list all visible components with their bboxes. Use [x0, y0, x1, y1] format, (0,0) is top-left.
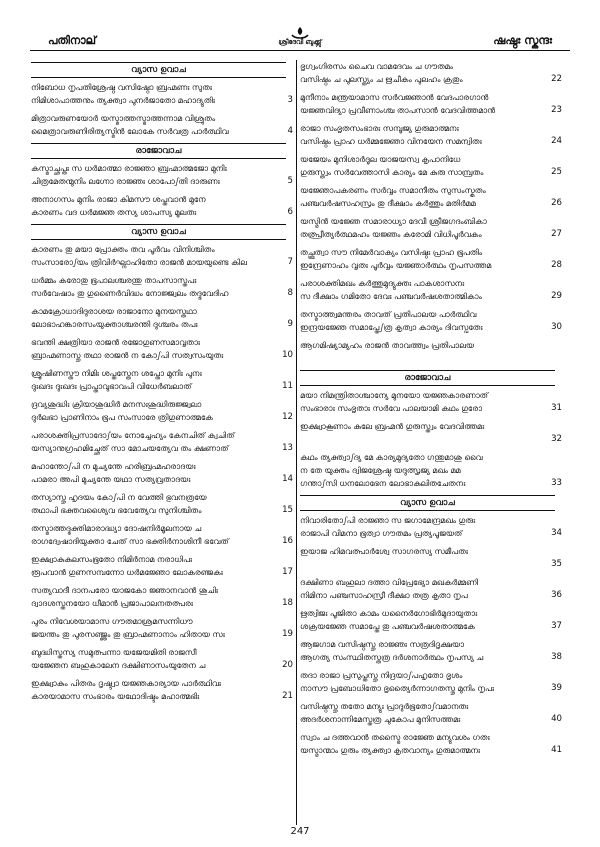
verse-line: പുരം നിവേശയാമാസ ഗൗതമാശ്രമസന്നിധൗ	[31, 617, 193, 626]
verse-number: 20	[282, 660, 293, 670]
verse-line: രാജാ സംഭൃതസംഭാരഃ സമ്പൂജ്യ ഗുരുമാത്മനഃ	[300, 124, 459, 133]
verse-entry	[300, 607, 562, 633]
verse-line: കാരണം വദ ധർമജ്ഞ തസ്യ ശാപസ്യ മൂലതഃ	[31, 208, 197, 217]
verse-line: ആജഗാമ വസിഷ്ഠസ്തു രാജ്ഞഃ സത്രദിദൃക്ഷയാ	[300, 640, 465, 649]
verse-entry	[300, 669, 562, 695]
verse-number: 33	[551, 478, 562, 488]
verse-number: 22	[551, 74, 562, 84]
verse-line: മിത്രാവരുണയോർ യസ്മാത്തസ്മാത്തന്നാമ വിശ്രുതം	[31, 114, 216, 123]
verse-line: പഞ്ചവർഷസഹസ്രം തു ദീക്ഷാം കർത്തും മതിർമമ	[300, 199, 476, 208]
right-column	[300, 60, 562, 828]
verse-entry	[300, 638, 562, 664]
verse-line: ജയന്തം തു പുരസഞ്ജ്ഞം തു ബ്രാഹ്മണാനാം ഹിതായ സഃ	[31, 630, 225, 639]
verse-entry	[31, 336, 293, 362]
verse-entry	[31, 243, 293, 269]
verse-entry	[31, 429, 293, 455]
verse-number: 4	[287, 126, 293, 136]
verse-entry	[300, 246, 562, 272]
verse-number: 15	[282, 505, 293, 515]
verse-number: 5	[287, 176, 293, 186]
verse-number: 7	[287, 257, 293, 267]
verse-line: വസിഷ്ഠം ച പുലസ്ത്യം ച ഋചീകം പുലഹം ക്രതും	[300, 75, 463, 84]
verse-number: 39	[551, 683, 562, 693]
verse-entry	[31, 646, 293, 672]
verse-line: വസിഷ്ഠസ്തു തതോ മന്യുഃ പ്രാദുർഭൂതോഽവമാനതഃ	[300, 702, 469, 711]
verse-line: യജ്ഞേന ബഹുകാലേന ദക്ഷിണാസംയുതേന ച	[31, 661, 206, 670]
verse-line: നിബോധ നൃപതിശ്രേഷ്ഠ വസിഷ്ഠോ ബ്രഹ്മണഃ സുതഃ	[31, 83, 212, 92]
verse-line: ഇന്ദ്രയജ്ഞേ സമാപ്തേഽത്ര കൃത്വാ കാര്യം ദിവസ്പതേഃ	[300, 323, 483, 332]
verse-line: നാസൗ പ്രബോധിതോ ഭൃത്യൈർന്നാഗതസ്തു മുനിം നൃപഃ	[300, 684, 495, 693]
verse-number: 11	[282, 381, 293, 391]
verse-entry	[31, 162, 293, 188]
verse-number: 18	[282, 598, 293, 608]
verse-number: 35	[551, 559, 562, 569]
verse-line: വസിഷ്ഠം പ്രാഹ ധർമ്മജ്ഞോ വിനയേന സമന്വിതഃ	[300, 137, 482, 146]
verse-line: മഹാന്തോഽപി ന മുച്യന്തേ ഹരിബ്രഹ്മഹരാദയഃ	[31, 462, 196, 471]
verse-entry	[300, 91, 562, 117]
verse-number: 29	[551, 291, 562, 301]
verse-line: സ്വാം ച ദത്തവാൻ തസ്മൈ രാജ്ഞേ മന്യുവശം ഗതഃ	[300, 733, 490, 742]
verse-line: തസ്യാസ്തു ഹൃദയം കോഽപി ന വേത്തി ഭുവനത്രയേ	[31, 493, 207, 502]
verse-line: തസ്മാത്ത്വമന്തരം താവത് പ്രതിപാലയ പാർത്ഥിവ	[300, 310, 477, 319]
verse-entry	[31, 367, 293, 393]
verse-number: 23	[551, 105, 562, 115]
verse-line: ദക്ഷിണാ ബഹുലാ ദത്താ വിപ്രേഭ്യോ മഖകർമ്മണി	[300, 578, 479, 587]
verse-line: ദ്രവ്യശുദ്ധിഃ ക്രിയാശുദ്ധിർ മനസഃശുദ്ധിരുജ്ജ്വലാ	[31, 400, 202, 409]
verse-line: സംഭാരാഃ സംഭൃതാഃ സർവേ പാലയാമി കഥം ഗുരോ	[300, 404, 482, 413]
verse-line: രാഗദ്വേഷാദിയുക്താ ചേത് സാ ഭക്തിർനാശിനീ ഭവേത്	[31, 537, 229, 546]
section-heading: വ്യാസ ഉവാച	[31, 224, 286, 240]
verse-line: യജേയം മുനിശാർദൂല യാജയസ്വ കൃപാനിധേ	[300, 155, 461, 164]
verse-entry	[31, 553, 293, 579]
verse-line: പരാശക്തിപ്രസാദോഽയം നോച്ചേഹ്യം കേനചിത് ക്വചിത്	[31, 431, 235, 440]
verse-line: ദുഃഖദഃ ദുഃഖദഃ പ്രാപ്താവുഭാവപി വിധേർബലാത്	[31, 382, 192, 391]
verse-line: ഗുരുസ്ത്വം സർവേത്താസി കാര്യം മേ കുരു സാമ്പ്രതം	[300, 168, 484, 177]
verse-entry	[31, 274, 293, 300]
left-column	[31, 60, 293, 828]
verse-line: ഇക്ഷ്വാകും പിതരം ദൃഷ്ട്വാ യജ്ഞകാര്യായ പാർത്ഥിവഃ	[31, 679, 221, 688]
verse-line: ധർമ്മം കരോതു ഭൂപാലശ്ചരന്തു താപസാസ്തപഃ	[31, 276, 197, 285]
verse-number: 37	[551, 621, 562, 631]
verse-line: ബ്രാഹ്മണാസ്തു തഥാ രാജൻ ന കോഽപി സത്വസംയുതഃ	[31, 351, 224, 360]
verse-entry	[300, 389, 562, 415]
verse-entry	[300, 60, 562, 86]
verse-line: ഗന്താഽസി ധനലോഭേന ലോഭാകുലിതചേതനഃ	[300, 479, 466, 488]
section-heading: വ്യാസ ഉവാച	[31, 62, 286, 78]
verse-line: ശക്രയജ്ഞേ സമാപ്തേ തു പഞ്ചവർഷശതാത്മകേ	[300, 622, 475, 631]
verse-line: പരാശക്തിമഖം കർത്തുമുദ്യുക്തഃ പാകശാസനഃ	[300, 279, 465, 288]
verse-entry	[31, 584, 293, 610]
header-right-title: ഷഷ്ഠഃ സ്കന്ദഃ	[493, 34, 552, 47]
verse-entry	[300, 153, 562, 179]
verse-number: 10	[282, 350, 293, 360]
verse-line: ഭൃഗ്വംഗിരസം ചൈവ വാമദേവം ച ഗൗതമം	[300, 62, 454, 71]
verse-line: തദാ രാജാ പ്രസുപ്തസ്തു നിദ്രയാഽപഹൃതോ ഭൃശം	[300, 671, 463, 680]
verse-line: ആഗമിഷ്യാമ്യഹം രാജൻ താവത്ത്വം പ്രതിപാലയ	[300, 341, 475, 350]
verse-line: തച്ഛ്രുത്വാ സൗ നിമേർവാക്യം വസിഷ്ഠഃ പ്രാഹ ഭൂപതിം	[300, 248, 483, 257]
verse-line: കാരയാമാസ സംഭാരം യഥോദിഷ്ടം മഹാത്മഭിഃ	[31, 692, 200, 701]
verse-line: ഋത്വിജഃ പൂജിതാ കാമം ധനൈർഗോഭിർമുദായുതാഃ	[300, 609, 478, 618]
verse-entry	[300, 215, 562, 241]
verse-entry	[300, 339, 562, 365]
verse-entry	[31, 112, 293, 138]
verse-line	[300, 352, 538, 365]
verse-entry	[300, 700, 562, 726]
section-heading: രാജോവാച	[300, 370, 555, 386]
section-heading: വ്യാസ ഉവാച	[300, 495, 555, 511]
verse-line: ഇയാജ ഹിമവത്പാർശ്വേ സാഗരസ്യ സമീപതഃ	[300, 547, 468, 556]
verse-entry	[300, 451, 562, 490]
verse-line: സർവേഷാം തു ഗുണൈർവിദ്ധം നോജ്ജ്വലം തദ്ഭവേദിഹ	[31, 289, 229, 298]
verse-number: 28	[551, 260, 562, 270]
verse-entry	[300, 731, 562, 757]
publisher-name: ശ്രീദേവി ബുക്ക്സ്	[278, 38, 322, 46]
column-divider	[296, 60, 297, 825]
verse-line: സംസാരോഽയം ത്രിവിർഘ്നാഹിതോ രാജൻ മായയുണ്ടെ കില	[31, 258, 247, 267]
verse-line: കാരണം തു മയാ പ്രോക്തം തവ പൂർവം വിനിശ്ചിതം	[31, 245, 215, 254]
verse-line: ലോഭാഹങ്കാരസംയുക്താശ്ചരന്തി ദുശ്ചരം തപഃ	[31, 320, 198, 329]
verse-line: കഥം ത്യക്ത്വാഽദ്യ മേ കാര്യമുദ്യതോ ഗന്തുമാശു വൈ	[300, 453, 483, 462]
verse-line: അദർശനാന്നിമേസ്തത്ര ചുകോപ മുനിസത്തമഃ	[300, 715, 461, 724]
verse-line: ഇക്ഷ്വാകൂണാം കുലേ ബ്രഹ്മൻ ഗുരുസ്ത്വം വേദവിത്തമഃ	[300, 422, 485, 431]
verse-line: യസ്യാനുഗ്രഹമിച്ഛേത് സാ മോചയത്യേവ തം ക്ഷണാത്	[31, 444, 229, 453]
verse-line: പാമരാ അപി മുച്യന്തേ യഥാ സത്യവ്രതാദയഃ	[31, 475, 191, 484]
verse-number: 30	[551, 322, 562, 332]
verse-entry	[300, 184, 562, 210]
section-heading: രാജോവാച	[31, 143, 286, 159]
verse-entry	[31, 677, 293, 703]
publisher-logo	[260, 26, 340, 47]
verse-number: 21	[282, 691, 293, 701]
verse-entry	[31, 398, 293, 424]
running-header	[0, 26, 600, 56]
verse-line: ഇന്ദ്രേണാഹം വൃതഃ പൂർവ്വം യജ്ഞാർത്ഥം നൃപസത്തമ	[300, 261, 492, 270]
verse-line: തസ്മാത്തദ്ഭക്തിമാരാദ്ധ്യാ ദോഷനിർമൂലനായ ച	[31, 524, 202, 533]
verse-line: ന തേ യുക്തം ദ്വിജശ്രേഷ്ഠ യദുത്സൃജ്യ മഖം മമ	[300, 466, 461, 475]
verse-number: 40	[551, 714, 562, 724]
verse-line: കസ്മാച്ഛപ്തഃ സ ധർമാത്മാ രാജ്ഞാ ബ്രഹ്മാത്മജോ മുനിഃ	[31, 164, 227, 173]
verse-line: യജ്ഞോപകരണം സർവ്വം സമാനീതം സുസംസ്കൃതം	[300, 186, 486, 195]
verse-entry	[300, 277, 562, 303]
verse-number: 12	[282, 412, 293, 422]
verse-line: യജ്ഞവിദ്യാ പ്രവീണാംശ്ച താപസാൻ വേദവിത്തമാൻ	[300, 106, 496, 115]
verse-entry	[300, 308, 562, 334]
verse-entry	[31, 193, 293, 219]
verse-line: തഥാപി ഭക്തവശ്യൈവ ഭവേത്യേവ സുനിശ്ചിതം	[31, 506, 202, 515]
verse-number: 38	[551, 652, 562, 662]
verse-line: രൂപവാൻ ഗുണസമ്പന്നോ ധർമജ്ഞോ ലോകരഞ്ജകഃ	[31, 568, 223, 577]
verse-entry	[31, 305, 293, 331]
verse-entry	[31, 522, 293, 548]
verse-line: തത്പ്രീത്യർത്ഥമഹം യജ്ഞം കരോമി വിധിപൂർവകം	[300, 230, 482, 239]
verse-line: സത്യവാദീ ദാനപരോ യാജകോ ജ്ഞാനവാൻ ശുചിഃ	[31, 586, 218, 595]
verse-number: 8	[287, 288, 293, 298]
verse-entry	[31, 81, 293, 107]
verse-entry	[300, 514, 562, 540]
verse-number: 26	[551, 198, 562, 208]
verse-number: 14	[282, 474, 293, 484]
page-number: 247	[290, 826, 310, 837]
verse-number: 17	[282, 567, 293, 577]
verse-number: 36	[551, 590, 562, 600]
verse-number: 32	[551, 434, 562, 444]
verse-line: ദ്വാദശസ്തനയോ ധീമാൻ പ്രജാപാലനതത്പരഃ	[31, 599, 193, 608]
verse-number: 41	[551, 745, 562, 755]
header-left-title: പതിനാല്	[48, 34, 97, 47]
verse-number: 24	[551, 136, 562, 146]
verse-line: ഭവന്തി ക്ഷത്രിയാ രാജൻ രജോഗുണസമാവൃതാഃ	[31, 338, 200, 347]
verse-line: മൈത്രാവരുണിരിത്യസ്മിൻ ലോകേ സർവത്ര പാർത്ഥിവ	[31, 127, 229, 136]
verse-number: 6	[287, 207, 293, 217]
verse-line: നിവാരിതോഽപി രാജ്ഞാ സ ജഗാമേന്ദ്രമഖം ഗുരുഃ	[300, 516, 476, 525]
verse-entry	[31, 460, 293, 486]
header-rule	[30, 50, 570, 51]
verse-line: അനാഗസം മുനിം രാജാ കിമസൗ ശപ്തവാൻ മുനേ	[31, 195, 206, 204]
verse-line: ഇക്ഷ്വാകുകുലസംഭൂതോ നിമിർനാമ നരാധിപഃ	[31, 555, 193, 564]
verse-line: മയാ നിമന്ത്രിതാശ്ചാന്യേ മുനയോ യജ്ഞകാരണാത്	[300, 391, 488, 400]
verse-number: 3	[287, 95, 293, 105]
verse-line	[300, 433, 538, 446]
verse-line	[300, 558, 538, 571]
verse-entry	[31, 615, 293, 641]
verse-line: യസ്മാന്മാം ഗുരും ത്യക്ത്വാ കൃതവാന്യം ഗുരുമാത്മനഃ	[300, 746, 481, 755]
verse-number: 25	[551, 167, 562, 177]
verse-line: നിമിശാപാത്തനും ത്യക്ത്വാ പുനർജാതോ മഹാദ്യുതിഃ	[31, 96, 215, 105]
verse-line: ശ്രൂഷിണസ്തൗ നിമിഃ ശപ്തസ്തേന ശപ്തോ മുനിഃ പുനഃ	[31, 369, 202, 378]
verse-number: 34	[551, 528, 562, 538]
verse-entry	[300, 420, 562, 446]
verse-line: ദുർലഭാ പ്രാണിനാം ഭൂപ സംസാരേ ത്രിഗുണാത്മകേ	[31, 413, 213, 422]
verse-entry	[300, 545, 562, 571]
verse-number: 19	[282, 629, 293, 639]
verse-line: സ ദീക്ഷാം ഗമിതോ ദേവഃ പഞ്ചവർഷശതാത്മികാം	[300, 292, 482, 301]
verse-line: നിമിനാ പഞ്ചസാഹസ്രീ ദീക്ഷാ തത്ര കൃതാ നൃപ	[300, 591, 468, 600]
verse-entry	[31, 491, 293, 517]
verse-number: 31	[551, 403, 562, 413]
verse-line: രാജാപി വിമനാ ഭൂത്വാ ഗൗതമം പ്രത്യപൂജയത്	[300, 529, 463, 538]
verse-number: 16	[282, 536, 293, 546]
verse-line: ആഗത്യ സംസ്ഥിതസ്തത്ര ദർശനാർത്ഥം നൃപസ്യ ച	[300, 653, 484, 662]
verse-line: യസ്മിൻ യജ്ഞേ സമാരാധ്യാ ദേവീ ശ്രീജഗദംബികാ	[300, 217, 487, 226]
verse-line: കാമക്രോധാദിദുരാശയ രാജാനോ മുനയസ്തഥാ	[31, 307, 197, 316]
verse-line: ചിത്രമേതന്മുനിം ലഗ്നോ രാജ്ഞഃ ശാപോഽതി ദാരുണഃ	[31, 177, 220, 186]
verse-number: 27	[551, 229, 562, 239]
verse-line: മുനീനാം മന്ത്രയാമാസ സർവജ്ഞാൻ വേദപാരഗാൻ	[300, 93, 489, 102]
verse-entry	[300, 122, 562, 148]
verse-line: ബുദ്ധിസ്തസ്യ സമുത്പന്നാ യജേയമിതി രാജസീ	[31, 648, 197, 657]
verse-entry	[300, 576, 562, 602]
verse-number: 13	[282, 443, 293, 453]
verse-number: 9	[287, 319, 293, 329]
